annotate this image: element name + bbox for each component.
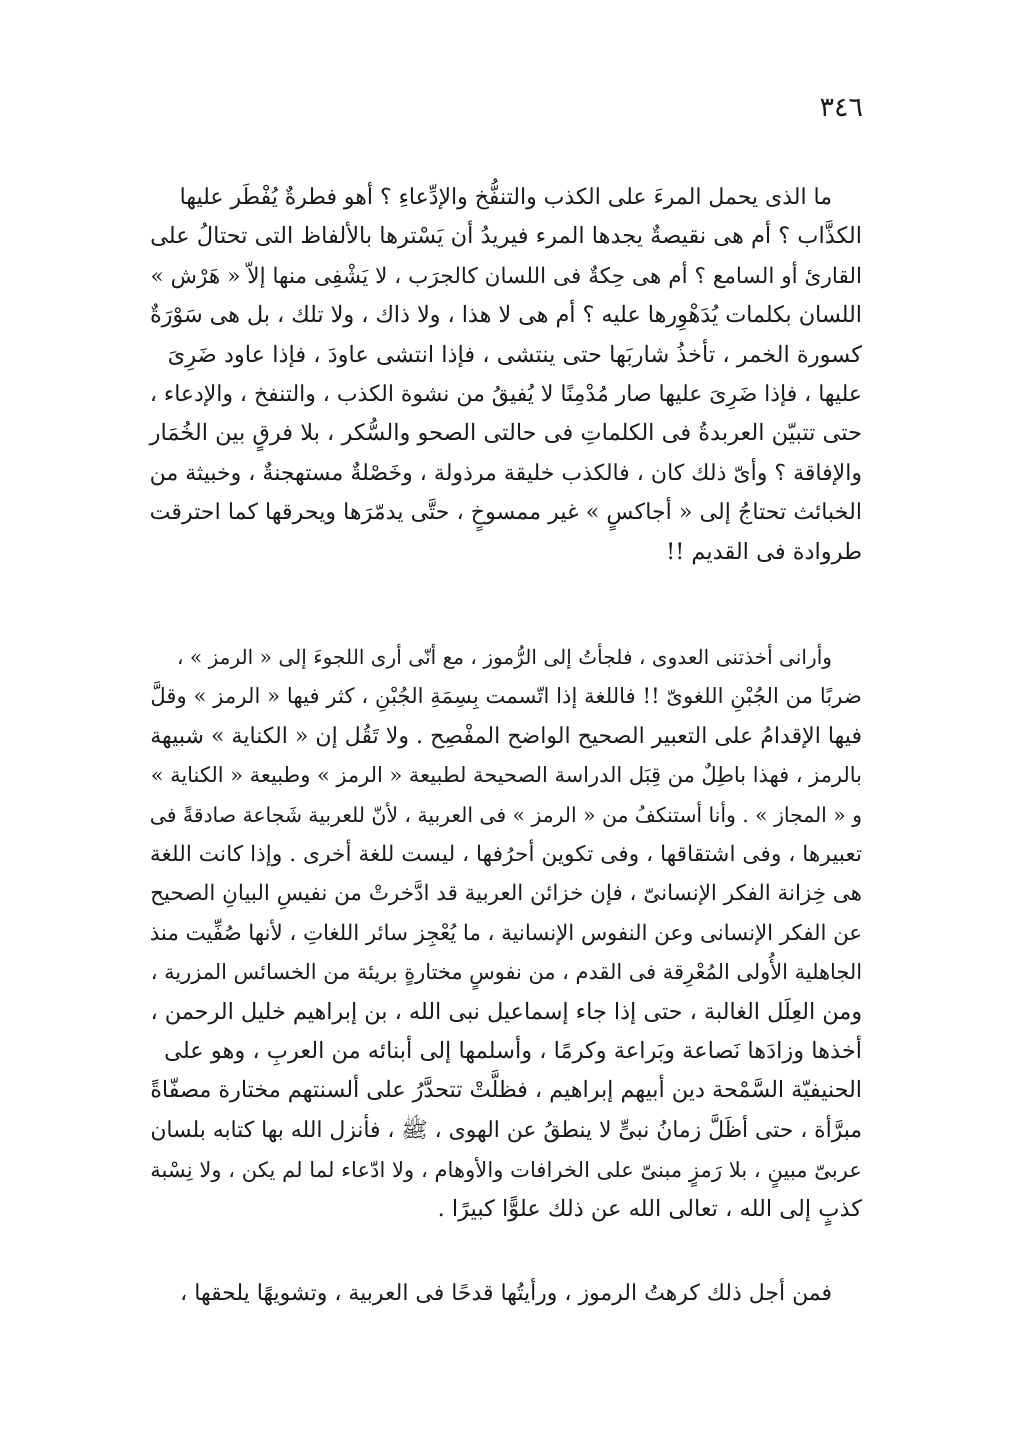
text-line: القارئ أو السامع ؟ أم هى حِكةٌ فى اللسان كالجرَب ، لا يَشْفِى منها إلاّ « هَرْش » [150, 263, 862, 289]
text-line: حتى تتبيّن العربدةُ فى الكلماتِ فى حالتى الصحو والسُّكر ، بلا فرقٍ بين الخُمَار [149, 420, 862, 447]
text-line: و « المجاز » . وأنا أستنكفُ من « الرمز » فى العربية ، لأنّ للعربية شَجاعة صادقةً فى [149, 802, 862, 827]
paragraph-2 [150, 638, 862, 1229]
page-number: ٣٤٦ [819, 92, 863, 123]
text-line: كسورة الخمر ، تأخذُ شاربَها حتى ينتشى ، فإذا انتشى عاودَ ، فإذا عاود ضَرِىَ [167, 341, 862, 368]
text-line: عربىّ مبينٍ ، بلا رَمزٍ مبنىّ على الخرافات والأوهام ، ولا ادّعاء لما لم يكن ، ولا نِسْبة [150, 1157, 862, 1183]
text-line: الحنيفيّة السَّمْحة دين أبيهم إبراهيم ، فظلَّتْ تتحدَّرُ على ألسنتهم مختارة مصفّاةً [150, 1077, 862, 1104]
text-line: الخبائث تحتاجُ إلى « أجاكسٍ » غير ممسوخٍ ، حتَّى يدمّرَها ويحرقها كما احترقت [149, 499, 862, 526]
text-line: عليها ، فإذا ضَرِىَ عليها صار مُدْمِنًا لا يُفيقُ من نشوة الكذب ، والتنفخ ، والإدعاء ، [149, 382, 862, 408]
text-line: هى خِزانة الفكر الإنسانىّ ، فإن خزائن العربية قد ادَّخرتْ من نفيسِ البيانِ الصحيح [150, 881, 862, 907]
text-line: تعبيرها ، وفى اشتقاقها ، وفى تكوين أحرُفها ، ليست للغة أخرى . وإذا كانت اللغة [149, 842, 862, 868]
text-line: ضربًا من الجُبْنِ اللغوىّ !! فاللغة إذا اتّسمت بِسِمَةِ الجُبْنِ ، كثر فيها « الرمز » وقلَّ [150, 684, 862, 710]
text-line: بالرمز ، فهذا باطِلٌ من قِبَل الدراسة الصحيحة لطبيعة « الرمز » وطبيعة « الكناية » [150, 763, 862, 788]
text-line: عن الفكر الإنسانى وعن النفوس الإنسانية ، ما يُعْجِز سائر اللغاتِ ، لأنها صُفِّيت منذ [149, 920, 862, 946]
text-line: طروادة فى القديم !! [666, 538, 862, 565]
text-line: ومن العِلَل الغالبة ، حتى إذا جاء إسماعيل نبى الله ، بن إبراهيم خليل الرحمن ، [150, 998, 862, 1025]
text-line: فيها الإقدامُ على التعبير الصحيح الواضح المفْصِح . ولا تَقُل إن « الكناية » شبيهة [150, 723, 862, 749]
text-line: مبرَّأة ، حتى أظَلَّ زمانُ نبىٍّ لا ينطقُ عن الهوى ، ﷺ ، فأنزل الله بها كتابه بلسان [150, 1117, 862, 1143]
paragraph-1 [150, 178, 862, 572]
text-line: والإفاقة ؟ وأىّ ذلك كان ، فالكذب خليقة مرذولة ، وخَصْلةٌ مستهجنةٌ ، وخبيثة من [149, 460, 862, 486]
text-line: فمن أجل ذلك كرهتُ الرموز ، ورأيتُها قدحًا فى العربية ، وتشويهًا يلحقها ، [180, 1281, 832, 1306]
text-line: أخذها وزادَها نَصاعة وبَراعة وكرمًا ، وأسلمها إلى أبنائه من العربِ ، وهو على [164, 1038, 862, 1065]
text-line: اللسان بكلمات يُدَهْوِرها عليه ؟ أم هى لا هذا ، ولا ذاك ، ولا تلك ، بل هى سَوْرَةٌ [149, 302, 862, 329]
text-line: الجاهلية الأُولى المُعْرِقة فى القدم ، من نفوسٍ مختارةٍ بريئة من الخسائس المزرية ، [150, 960, 862, 985]
text-line: وأرانى أخذتنى العدوى ، فلجأتُ إلى الرُّموز ، مع أنّى أرى اللجوءَ إلى « الرمز » ، [177, 645, 832, 669]
text-line: كذبٍ إلى الله ، تعالى الله عن ذلك علوًّا كبيرًا . [437, 1195, 862, 1222]
paragraph-3 [150, 1274, 862, 1313]
text-line: الكذَّاب ؟ أم هى نقيصةٌ يجدها المرء فيريدُ أن يَسْترها بالألفاظ التى تحتالُ على [150, 223, 862, 250]
text-line: ما الذى يحمل المرءَ على الكذب والتنفُّخ والإدِّعاءِ ؟ أهو فطرةٌ يُفْطَر عليها [179, 185, 832, 210]
